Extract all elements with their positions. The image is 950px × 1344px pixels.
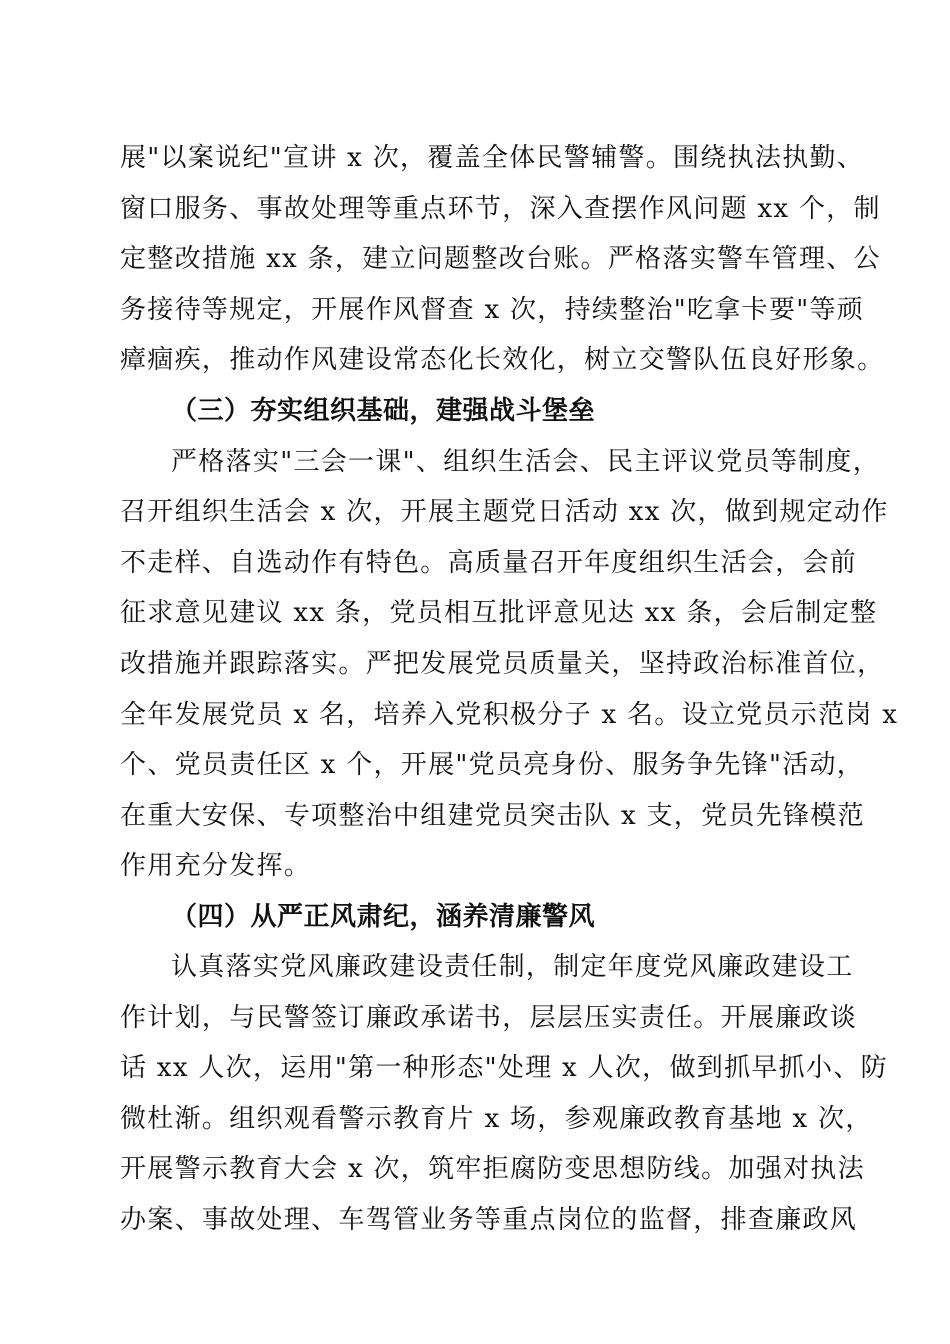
paragraph-line: 不走样、自选动作有特色。高质量召开年度组织生活会，会前 — [120, 548, 858, 578]
paragraph-line: 召开组织生活会 x 次，开展主题党日活动 xx 次，做到规定动作 — [120, 497, 889, 527]
paragraph-line: 改措施并跟踪落实。严把发展党员质量关，坚持政治标准首位， — [120, 649, 885, 679]
paragraph-line: 瘴痼疾，推动作风建设常态化长效化，树立交警队伍良好形象。 — [120, 345, 885, 375]
paragraph-line: 全年发展党员 x 名，培养入党积极分子 x 名。设立党员示范岗 x — [120, 700, 899, 730]
paragraph-line: 征求意见建议 xx 条，党员相互批评意见达 xx 条，会后制定整 — [120, 598, 878, 628]
paragraph-line: 微杜渐。组织观看警示教育片 x 场，参观廉政教育基地 x 次， — [120, 1104, 873, 1134]
paragraph-line: 话 xx 人次，运用"第一种形态"处理 x 人次，做到抓早抓小、防 — [120, 1053, 888, 1083]
paragraph-line: 务接待等规定，开展作风督查 x 次，持续整治"吃拿卡要"等顽 — [120, 295, 865, 325]
paragraph-line: 作计划，与民警签订廉政承诺书，层层压实责任。开展廉政谈 — [120, 1003, 858, 1033]
paragraph-line: 在重大安保、专项整治中组建党员突击队 x 支，党员先锋模范 — [120, 801, 865, 831]
paragraph-line: 认真落实党风廉政建设责任制，制定年度党风廉政建设工 — [171, 952, 854, 982]
paragraph-line: 展"以案说纪"宣讲 x 次，覆盖全体民警辅警。围绕执法执勤、 — [120, 143, 865, 173]
section-heading-3: （三）夯实组织基础，建强战斗堡垒 — [171, 396, 596, 426]
paragraph-line: 个、党员责任区 x 个，开展"党员亮身份、服务争先锋"活动， — [120, 750, 865, 780]
paragraph-line: 办案、事故处理、车驾管业务等重点岗位的监督，排查廉政风 — [120, 1205, 858, 1235]
section-heading-4: （四）从严正风肃纪，涵养清廉警风 — [171, 902, 596, 932]
paragraph-line: 定整改措施 xx 条，建立问题整改台账。严格落实警车管理、公 — [120, 244, 881, 274]
paragraph-line: 开展警示教育大会 x 次，筑牢拒腐防变思想防线。加强对执法 — [120, 1154, 865, 1184]
paragraph-line: 窗口服务、事故处理等重点环节，深入查摆作风问题 xx 个，制 — [120, 194, 881, 224]
paragraph-line: 作用充分发挥。 — [120, 851, 312, 881]
paragraph-line: 严格落实"三会一课"、组织生活会、民主评议党员等制度， — [171, 447, 881, 477]
